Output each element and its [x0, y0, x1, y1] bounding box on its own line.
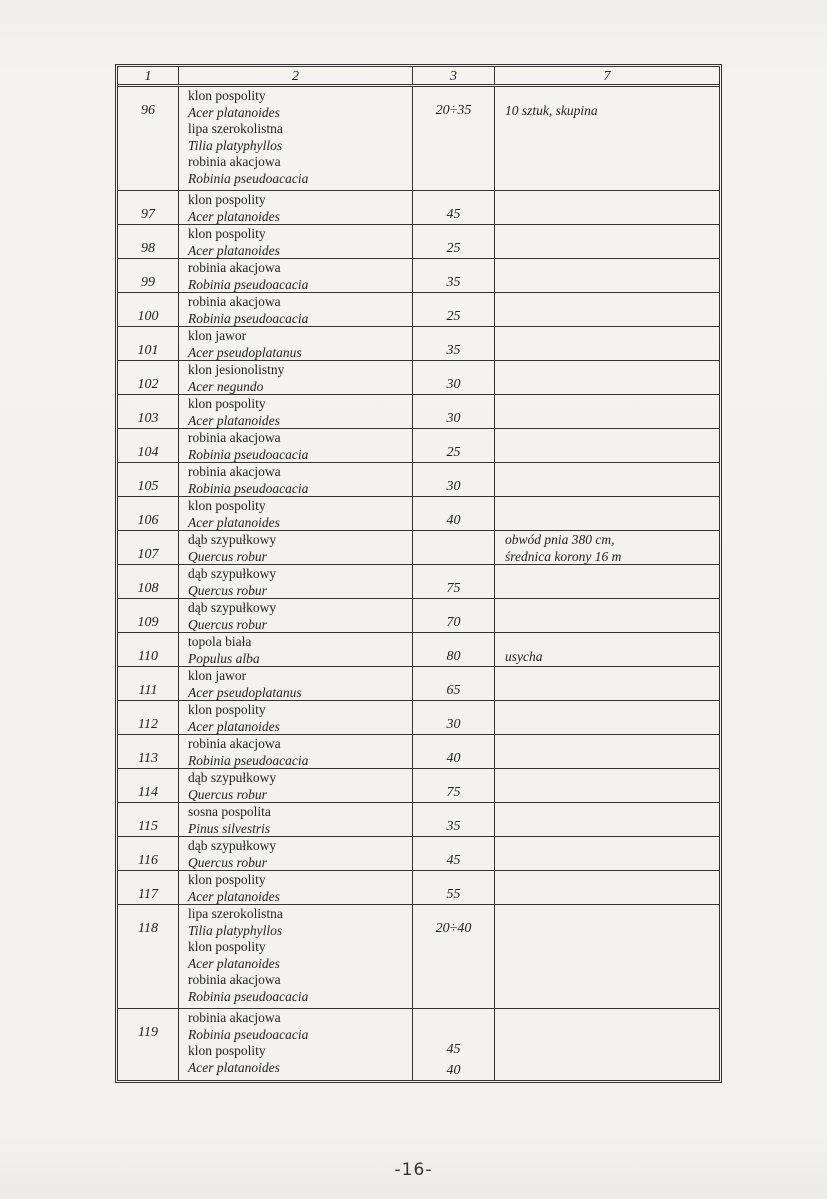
table-row: [118, 905, 719, 1009]
value: 30: [446, 479, 461, 494]
tree-number-cell: [118, 633, 179, 666]
remark-text: usycha: [505, 648, 543, 664]
species-cell: [179, 667, 413, 700]
species-names: [179, 871, 412, 905]
remarks-cell: [495, 429, 719, 462]
table-row: [118, 327, 719, 361]
species-names: [179, 667, 412, 701]
table-row: [118, 463, 719, 497]
value: 45: [446, 853, 461, 868]
polish-name: robinia akacjowa: [188, 736, 281, 751]
value-secondary: 40: [446, 1063, 461, 1078]
polish-name: lipa szerokolistna: [188, 906, 283, 921]
species-cell: [179, 225, 413, 258]
value: 25: [446, 309, 461, 324]
header-col-3: 3: [413, 67, 495, 84]
table-header-row: [118, 67, 719, 87]
value-cell: [413, 599, 495, 632]
value: 35: [446, 343, 461, 358]
polish-name: topola biała: [188, 634, 252, 649]
remarks-cell: [495, 225, 719, 258]
table-row: [118, 191, 719, 225]
latin-name: Quercus robur: [188, 616, 267, 632]
latin-name: Acer platanoides: [188, 955, 280, 971]
latin-name: Quercus robur: [188, 548, 267, 564]
value-cell: [413, 327, 495, 360]
tree-number-cell: [118, 667, 179, 700]
polish-name: robinia akacjowa: [188, 464, 281, 479]
tree-number: 97: [141, 207, 155, 222]
value-cell: [413, 395, 495, 428]
latin-name: Quercus robur: [188, 854, 267, 870]
species-cell: [179, 871, 413, 904]
species-cell: [179, 259, 413, 292]
tree-number: 106: [137, 513, 159, 528]
tree-number: 116: [138, 853, 158, 868]
value: 80: [446, 649, 461, 664]
latin-name: Acer platanoides: [188, 514, 280, 530]
polish-name: klon jawor: [188, 328, 247, 343]
table-row: [118, 429, 719, 463]
remarks-cell: [495, 701, 719, 734]
tree-number-cell: [118, 599, 179, 632]
value: 20÷35: [435, 103, 472, 118]
species-names: [179, 905, 412, 1005]
tree-number-cell: [118, 463, 179, 496]
tree-number: 105: [137, 479, 159, 494]
remarks-cell: [495, 293, 719, 326]
tree-number: 115: [138, 819, 158, 834]
tree-number-cell: [118, 565, 179, 598]
header-col-1: 1: [118, 67, 179, 84]
value: 75: [446, 581, 461, 596]
latin-name: Quercus robur: [188, 582, 267, 598]
value: 45: [446, 1041, 461, 1057]
value-cell: [413, 361, 495, 394]
species-names: [179, 87, 412, 187]
species-cell: [179, 1009, 413, 1080]
latin-name: Robinia pseudoacacia: [188, 446, 309, 462]
polish-name: robinia akacjowa: [188, 154, 281, 169]
table-row: [118, 87, 719, 191]
value: 25: [446, 445, 461, 460]
species-names: [179, 633, 412, 667]
latin-name: Populus alba: [188, 650, 260, 666]
tree-number-cell: [118, 225, 179, 258]
tree-number-cell: [118, 1009, 179, 1080]
polish-name: klon pospolity: [188, 872, 266, 887]
table-row: [118, 633, 719, 667]
tree-number: 118: [138, 921, 158, 936]
tree-number: 109: [137, 615, 159, 630]
latin-name: Robinia pseudoacacia: [188, 1026, 309, 1042]
remarks-cell: [495, 837, 719, 870]
table-row: [118, 735, 719, 769]
polish-name: klon jesionolistny: [188, 362, 285, 377]
value-cell: [413, 1009, 495, 1080]
value: 30: [446, 377, 461, 392]
tree-number: 100: [137, 309, 159, 324]
species-cell: [179, 565, 413, 598]
tree-number: 112: [138, 717, 158, 732]
species-cell: [179, 191, 413, 224]
remarks-cell: [495, 259, 719, 292]
species-cell: [179, 905, 413, 1008]
species-cell: [179, 599, 413, 632]
polish-name: dąb szypułkowy: [188, 838, 277, 853]
tree-number: 113: [138, 751, 158, 766]
value-cell: [413, 463, 495, 496]
value: 65: [446, 683, 461, 698]
table-row: [118, 531, 719, 565]
table-body: [118, 87, 719, 1080]
tree-number-cell: [118, 769, 179, 802]
species-names: [179, 531, 412, 565]
tree-number: 98: [141, 241, 155, 256]
tree-number-cell: [118, 361, 179, 394]
latin-name: Pinus silvestris: [188, 820, 271, 836]
remark-text: obwód pnia 380 cm, średnica korony 16 m: [505, 532, 622, 564]
species-names: [179, 565, 412, 599]
remarks-cell: [495, 497, 719, 530]
species-cell: [179, 531, 413, 564]
species-cell: [179, 837, 413, 870]
value-cell: [413, 293, 495, 326]
polish-name: robinia akacjowa: [188, 1010, 281, 1025]
species-names: [179, 361, 412, 395]
value-cell: [413, 497, 495, 530]
table-row: [118, 803, 719, 837]
polish-name: klon pospolity: [188, 498, 266, 513]
latin-name: Acer pseudoplatanus: [188, 684, 302, 700]
table-row: [118, 769, 719, 803]
tree-number: 107: [137, 547, 159, 562]
tree-number: 104: [137, 445, 159, 460]
species-names: [179, 395, 412, 429]
species-names: [179, 259, 412, 293]
table-row: [118, 1009, 719, 1080]
remarks-cell: [495, 803, 719, 836]
polish-name: klon pospolity: [188, 396, 266, 411]
remarks-cell: [495, 599, 719, 632]
value-cell: [413, 905, 495, 1008]
remarks-cell: [495, 361, 719, 394]
polish-name: lipa szerokolistna: [188, 121, 283, 136]
value-cell: [413, 191, 495, 224]
species-cell: [179, 361, 413, 394]
species-cell: [179, 429, 413, 462]
latin-name: Acer platanoides: [188, 718, 280, 734]
value-cell: [413, 803, 495, 836]
tree-number: 114: [138, 785, 158, 800]
tree-number: 103: [137, 411, 159, 426]
remarks-cell: [495, 633, 719, 666]
tree-number: 102: [137, 377, 159, 392]
latin-name: Robinia pseudoacacia: [188, 480, 309, 496]
polish-name: klon pospolity: [188, 192, 266, 207]
tree-number-cell: [118, 87, 179, 190]
remarks-cell: [495, 905, 719, 1008]
species-names: [179, 769, 412, 803]
species-cell: [179, 327, 413, 360]
value-cell: [413, 259, 495, 292]
table-row: [118, 259, 719, 293]
value-cell: [413, 225, 495, 258]
page-number: -16-: [394, 1160, 433, 1180]
value: 40: [446, 751, 461, 766]
value: 25: [446, 241, 461, 256]
tree-number-cell: [118, 871, 179, 904]
species-names: [179, 599, 412, 633]
table-row: [118, 497, 719, 531]
tree-number: 96: [141, 103, 155, 118]
value: 20÷40: [435, 921, 472, 936]
species-cell: [179, 803, 413, 836]
remarks-cell: [495, 87, 719, 190]
latin-name: Tilia platyphyllos: [188, 922, 283, 938]
value-cell: [413, 429, 495, 462]
latin-name: Robinia pseudoacacia: [188, 988, 309, 1004]
remark-text: 10 sztuk, skupina: [505, 103, 598, 118]
species-names: [179, 293, 412, 327]
table-row: [118, 871, 719, 905]
polish-name: dąb szypułkowy: [188, 600, 277, 615]
remarks-cell: [495, 565, 719, 598]
species-cell: [179, 735, 413, 768]
table-row: [118, 361, 719, 395]
value-cell: [413, 769, 495, 802]
tree-number: 110: [138, 649, 158, 664]
polish-name: klon pospolity: [188, 702, 266, 717]
value: 35: [446, 275, 461, 290]
polish-name: robinia akacjowa: [188, 260, 281, 275]
remarks-cell: [495, 327, 719, 360]
tree-inventory-table: [115, 64, 722, 1083]
polish-name: klon pospolity: [188, 88, 266, 103]
remarks-cell: [495, 395, 719, 428]
latin-name: Acer platanoides: [188, 888, 280, 904]
remarks-cell: [495, 463, 719, 496]
value-cell: [413, 735, 495, 768]
tree-number-cell: [118, 429, 179, 462]
tree-number-cell: [118, 701, 179, 734]
polish-name: klon jawor: [188, 668, 247, 683]
latin-name: Robinia pseudoacacia: [188, 170, 309, 186]
species-cell: [179, 701, 413, 734]
table-row: [118, 225, 719, 259]
value-cell: [413, 565, 495, 598]
value-cell: [413, 701, 495, 734]
species-names: [179, 497, 412, 531]
remarks-cell: [495, 735, 719, 768]
remarks-cell: [495, 191, 719, 224]
table-row: [118, 667, 719, 701]
polish-name: dąb szypułkowy: [188, 532, 277, 547]
polish-name: robinia akacjowa: [188, 972, 281, 987]
value: 45: [446, 207, 461, 222]
species-cell: [179, 769, 413, 802]
species-names: [179, 1009, 412, 1076]
species-cell: [179, 497, 413, 530]
latin-name: Quercus robur: [188, 786, 267, 802]
latin-name: Acer pseudoplatanus: [188, 344, 302, 360]
value: 40: [446, 513, 461, 528]
species-names: [179, 803, 412, 837]
polish-name: sosna pospolita: [188, 804, 271, 819]
table-row: [118, 565, 719, 599]
latin-name: Robinia pseudoacacia: [188, 752, 309, 768]
tree-number-cell: [118, 293, 179, 326]
polish-name: dąb szypułkowy: [188, 770, 277, 785]
species-names: [179, 429, 412, 463]
species-names: [179, 225, 412, 259]
polish-name: robinia akacjowa: [188, 294, 281, 309]
polish-name: klon pospolity: [188, 1043, 266, 1058]
value-cell: [413, 667, 495, 700]
tree-number: 111: [138, 683, 158, 698]
tree-number-cell: [118, 803, 179, 836]
species-cell: [179, 395, 413, 428]
tree-number-cell: [118, 395, 179, 428]
table-row: [118, 395, 719, 429]
value-cell: [413, 87, 495, 190]
species-cell: [179, 463, 413, 496]
polish-name: klon pospolity: [188, 226, 266, 241]
latin-name: Robinia pseudoacacia: [188, 276, 309, 292]
tree-number: 101: [137, 343, 159, 358]
value-cell: [413, 871, 495, 904]
species-cell: [179, 87, 413, 190]
tree-number-cell: [118, 191, 179, 224]
header-col-7: 7: [603, 69, 611, 84]
remarks-cell: [495, 769, 719, 802]
tree-number-cell: [118, 837, 179, 870]
value-cell: [413, 837, 495, 870]
tree-number: 119: [138, 1025, 158, 1040]
latin-name: Tilia platyphyllos: [188, 137, 283, 153]
species-names: [179, 701, 412, 735]
value: 70: [446, 615, 461, 630]
species-names: [179, 837, 412, 871]
species-names: [179, 191, 412, 225]
latin-name: Acer platanoides: [188, 1059, 280, 1075]
tree-number-cell: [118, 531, 179, 564]
species-names: [179, 463, 412, 497]
polish-name: robinia akacjowa: [188, 430, 281, 445]
latin-name: Acer negundo: [188, 378, 264, 394]
value: 30: [446, 411, 461, 426]
tree-number-cell: [118, 905, 179, 1008]
latin-name: Robinia pseudoacacia: [188, 310, 309, 326]
value: 55: [446, 887, 461, 902]
tree-number: 99: [141, 275, 155, 290]
remarks-cell: [495, 531, 719, 564]
header-col-2: 2: [179, 67, 413, 84]
tree-number: 108: [137, 581, 159, 596]
value-cell: [413, 633, 495, 666]
tree-number: 117: [138, 887, 158, 902]
tree-number-cell: [118, 259, 179, 292]
latin-name: Acer platanoides: [188, 242, 280, 258]
latin-name: Acer platanoides: [188, 104, 280, 120]
species-names: [179, 327, 412, 361]
species-names: [179, 735, 412, 769]
remarks-cell: [495, 871, 719, 904]
table-row: [118, 837, 719, 871]
value: 35: [446, 819, 461, 834]
tree-number-cell: [118, 735, 179, 768]
species-cell: [179, 293, 413, 326]
remarks-cell: [495, 667, 719, 700]
value-cell: [413, 531, 495, 564]
value: 30: [446, 717, 461, 732]
latin-name: Acer platanoides: [188, 208, 280, 224]
table-row: [118, 293, 719, 327]
value: 75: [446, 785, 461, 800]
table-row: [118, 599, 719, 633]
table-row: [118, 701, 719, 735]
species-cell: [179, 633, 413, 666]
latin-name: Acer platanoides: [188, 412, 280, 428]
tree-number-cell: [118, 327, 179, 360]
tree-number-cell: [118, 497, 179, 530]
polish-name: dąb szypułkowy: [188, 566, 277, 581]
polish-name: klon pospolity: [188, 939, 266, 954]
remarks-cell: [495, 1009, 719, 1080]
